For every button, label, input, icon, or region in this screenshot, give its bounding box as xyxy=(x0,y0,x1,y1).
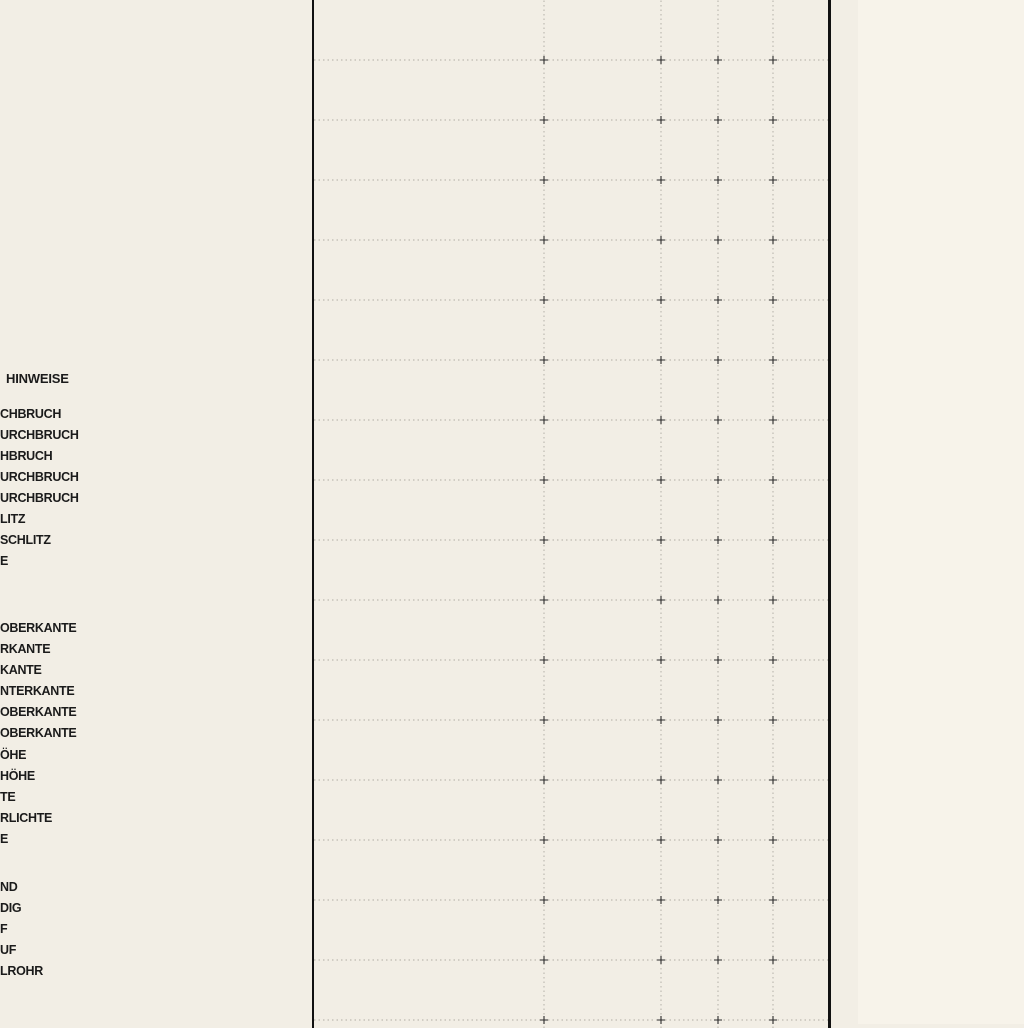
grid-cross-mark xyxy=(769,356,777,364)
legend-item: URCHBRUCH xyxy=(0,428,79,442)
legend-item: F xyxy=(0,922,8,936)
grid-cross-mark xyxy=(714,296,722,304)
grid-cross-mark xyxy=(540,356,548,364)
grid-cross-mark xyxy=(540,296,548,304)
grid-cross-mark xyxy=(540,176,548,184)
legend-item: HÖHE xyxy=(0,769,35,783)
legend-item: KANTE xyxy=(0,663,42,677)
grid-cross-mark xyxy=(769,116,777,124)
grid-cross-mark xyxy=(657,356,665,364)
grid-cross-mark xyxy=(714,596,722,604)
legend-item: TE xyxy=(0,790,16,804)
grid-cross-mark xyxy=(714,716,722,724)
grid-cross-mark xyxy=(769,416,777,424)
legend-item: CHBRUCH xyxy=(0,407,62,421)
grid-cross-mark xyxy=(540,536,548,544)
grid-cross-mark xyxy=(769,296,777,304)
grid-cross-mark xyxy=(714,776,722,784)
grid-cross-mark xyxy=(540,416,548,424)
legend-item: NTERKANTE xyxy=(0,684,75,698)
grid-cross-mark xyxy=(714,176,722,184)
grid-cross-mark xyxy=(657,716,665,724)
grid-cross-mark xyxy=(714,356,722,364)
grid-cross-mark xyxy=(769,596,777,604)
grid-cross-mark xyxy=(714,476,722,484)
grid-cross-mark xyxy=(540,656,548,664)
grid-cross-mark xyxy=(657,236,665,244)
grid-cross-mark xyxy=(769,956,777,964)
grid-cross-mark xyxy=(540,716,548,724)
grid-cross-mark xyxy=(714,836,722,844)
legend-item: LITZ xyxy=(0,512,26,526)
grid-cross-mark xyxy=(714,236,722,244)
legend-item: RLICHTE xyxy=(0,811,53,825)
grid-cross-mark xyxy=(657,476,665,484)
grid-cross-mark xyxy=(769,836,777,844)
legend-item: DIG xyxy=(0,901,22,915)
legend-item: LROHR xyxy=(0,964,43,978)
grid-cross-mark xyxy=(657,416,665,424)
grid-cross-mark xyxy=(540,56,548,64)
grid-cross-mark xyxy=(540,476,548,484)
grid-cross-mark xyxy=(714,116,722,124)
legend-item: SCHLITZ xyxy=(0,533,51,547)
dotted-grid xyxy=(314,0,828,1028)
grid-cross-mark xyxy=(769,1016,777,1024)
legend-item: E xyxy=(0,832,9,846)
legend-item: OBERKANTE xyxy=(0,705,77,719)
legend-item: OBERKANTE xyxy=(0,726,77,740)
legend-item: OBERKANTE xyxy=(0,621,77,635)
grid-cross-mark xyxy=(657,776,665,784)
grid-cross-mark xyxy=(657,656,665,664)
grid-cross-mark xyxy=(540,236,548,244)
legend-item: ÖHE xyxy=(0,748,27,762)
grid-cross-mark xyxy=(657,56,665,64)
grid-cross-mark xyxy=(714,56,722,64)
grid-cross-mark xyxy=(769,56,777,64)
grid-cross-mark xyxy=(714,956,722,964)
legend-item: E xyxy=(0,554,9,568)
legend-heading: HINWEISE xyxy=(6,371,69,386)
grid-cross-mark xyxy=(657,296,665,304)
legend-item: HBRUCH xyxy=(0,449,53,463)
grid-cross-mark xyxy=(540,776,548,784)
grid-cross-mark xyxy=(769,776,777,784)
grid-cross-mark xyxy=(657,836,665,844)
grid-cross-mark xyxy=(540,956,548,964)
legend-item: URCHBRUCH xyxy=(0,470,79,484)
grid-panel xyxy=(312,0,831,1028)
grid-cross-mark xyxy=(769,716,777,724)
grid-cross-mark xyxy=(769,896,777,904)
grid-cross-mark xyxy=(540,896,548,904)
grid-cross-mark xyxy=(769,536,777,544)
grid-cross-mark xyxy=(540,116,548,124)
grid-cross-mark xyxy=(769,236,777,244)
grid-cross-mark xyxy=(540,836,548,844)
legend-item: UF xyxy=(0,943,17,957)
grid-cross-mark xyxy=(769,176,777,184)
grid-cross-mark xyxy=(657,1016,665,1024)
grid-cross-mark xyxy=(769,656,777,664)
grid-cross-mark xyxy=(714,1016,722,1024)
paper-margin xyxy=(858,0,1024,1024)
grid-cross-mark xyxy=(657,176,665,184)
legend-item: RKANTE xyxy=(0,642,51,656)
grid-cross-mark xyxy=(714,656,722,664)
grid-cross-mark xyxy=(540,596,548,604)
grid-cross-mark xyxy=(657,536,665,544)
grid-cross-mark xyxy=(714,536,722,544)
grid-cross-mark xyxy=(657,596,665,604)
grid-cross-mark xyxy=(714,896,722,904)
grid-cross-mark xyxy=(714,416,722,424)
grid-cross-mark xyxy=(657,956,665,964)
grid-cross-mark xyxy=(657,116,665,124)
grid-cross-mark xyxy=(657,896,665,904)
grid-cross-mark xyxy=(769,476,777,484)
legend-item: ND xyxy=(0,880,18,894)
legend-column xyxy=(0,370,305,1010)
grid-cross-mark xyxy=(540,1016,548,1024)
legend-item: URCHBRUCH xyxy=(0,491,79,505)
